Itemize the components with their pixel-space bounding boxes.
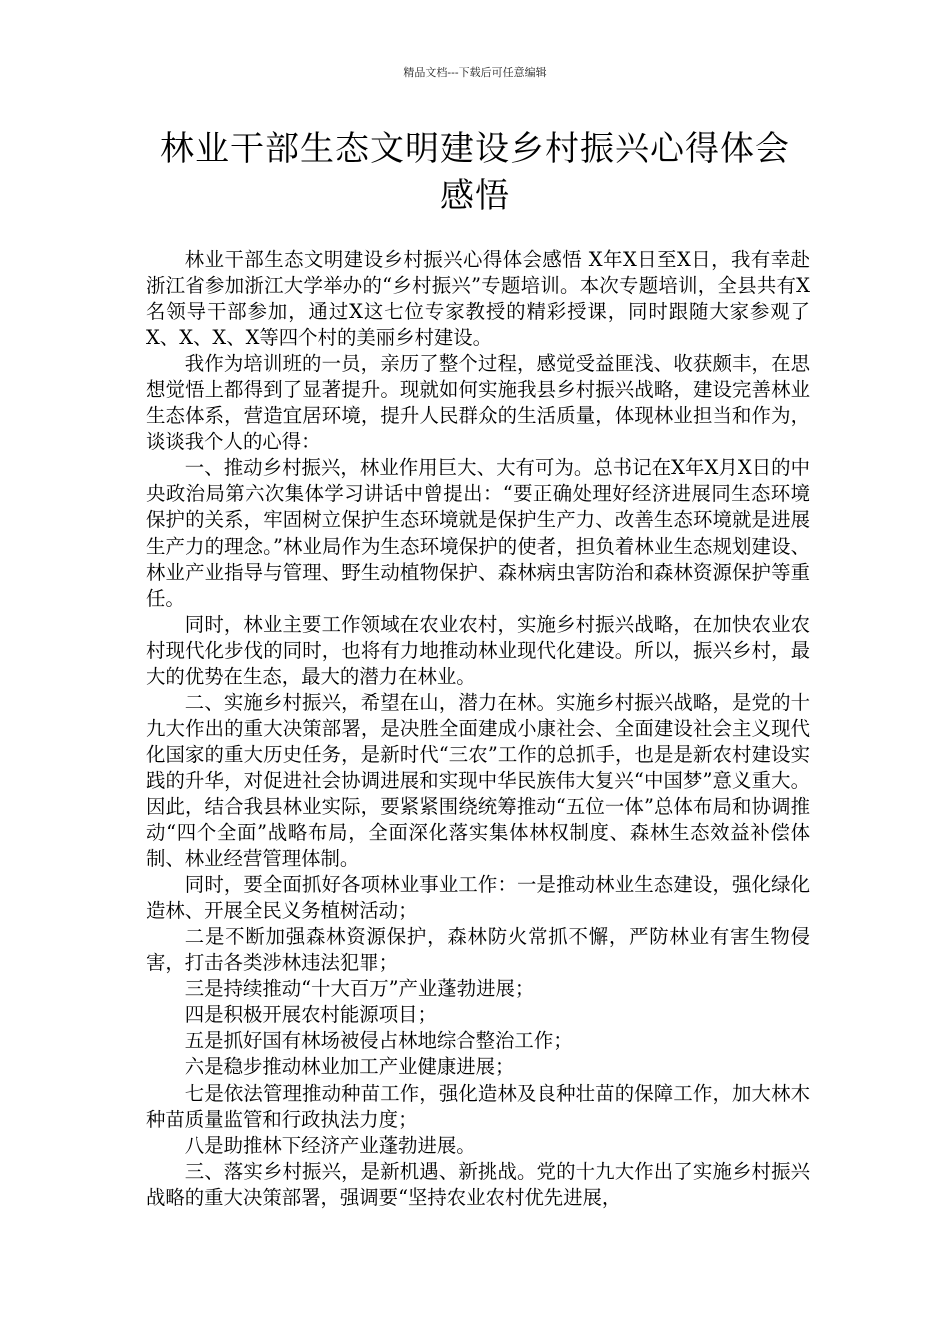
paragraph: 二、实施乡村振兴，希望在山，潜力在林。实施乡村振兴战略，是党的十九大作出的重大决策部署，是决胜全面建成小康社会、全面建设社会主义现代化国家的重大历史任务，是新时代“三农”工作的总抓手，也是是新农村建设实践的升华，对促进社会协调进展和实现中华民族伟大复兴“中国梦”意义重大。因此，结合我县林业实际，要紧紧围绕统筹推动“五位一体”总体布局和协调推动“四个全面”战略布局，全面深化落实集体林权制度、森林生态效益补偿体制、林业经营管理体制。 — [146, 690, 810, 871]
paragraph: 六是稳步推动林业加工产业健康进展； — [184, 1055, 515, 1079]
document-body — [146, 247, 810, 1211]
paragraph: 二是不断加强森林资源保护，森林防火常抓不懈，严防林业有害生物侵害，打击各类涉林违法犯罪； — [146, 925, 810, 975]
paragraph: 一、推动乡村振兴，林业作用巨大、大有可为。总书记在X年X月X日的中央政治局第六次集体学习讲话中曾提出：“要正确处理好经济进展同生态环境保护的关系，牢固树立保护生态环境就是保护生产力、改善生态环境就是进展生产力的理念。”林业局作为生态环境保护的使者，担负着林业生态规划建设、林业产业指导与管理、野生动植物保护、森林病虫害防治和森林资源保护等重任。 — [146, 456, 810, 610]
document-title — [0, 126, 950, 220]
paragraph: 三是持续推动“十大百万”产业蓬勃进展； — [184, 977, 535, 1001]
paragraph: 林业干部生态文明建设乡村振兴心得体会感悟 X年X日至X日，我有幸赴浙江省参加浙江大学举办的“乡村振兴”专题培训。本次专题培训，全县共有X名领导干部参加，通过X这七位专家教授的精彩授课，同时跟随大家参观了X、X、X、X等四个村的美丽乡村建设。 — [146, 248, 810, 350]
title-line-2: 感悟 — [440, 176, 510, 216]
paragraph: 五是抓好国有林场被侵占林地综合整治工作； — [184, 1029, 573, 1053]
paragraph: 七是依法管理推动种苗工作，强化造林及良种壮苗的保障工作，加大林木种苗质量监管和行政执法力度； — [146, 1081, 810, 1131]
paragraph: 三、落实乡村振兴，是新机遇、新挑战。党的十九大作出了实施乡村振兴战略的重大决策部署，强调要“坚持农业农村优先进展， — [146, 1159, 810, 1209]
title-line-1: 林业干部生态文明建设乡村振兴心得体会 — [160, 129, 790, 169]
paragraph: 四是积极开展农村能源项目； — [184, 1003, 437, 1027]
page-header: 精品文档---下载后可任意编辑 — [403, 66, 547, 79]
paragraph: 同时，林业主要工作领域在农业农村，实施乡村振兴战略，在加快农业农村现代化步伐的同时，也将有力地推动林业现代化建设。所以，振兴乡村，最大的优势在生态，最大的潜力在林业。 — [146, 612, 810, 688]
paragraph: 我作为培训班的一员，亲历了整个过程，感觉受益匪浅、收获颇丰，在思想觉悟上都得到了显著提升。现就如何实施我县乡村振兴战略，建设完善林业生态体系，营造宜居环境，提升人民群众的生活质量，体现林业担当和作为，谈谈我个人的心得： — [146, 352, 810, 454]
paragraph: 八是助推林下经济产业蓬勃进展。 — [184, 1133, 476, 1157]
paragraph: 同时，要全面抓好各项林业事业工作：一是推动林业生态建设，强化绿化造林、开展全民义务植树活动； — [146, 873, 810, 923]
